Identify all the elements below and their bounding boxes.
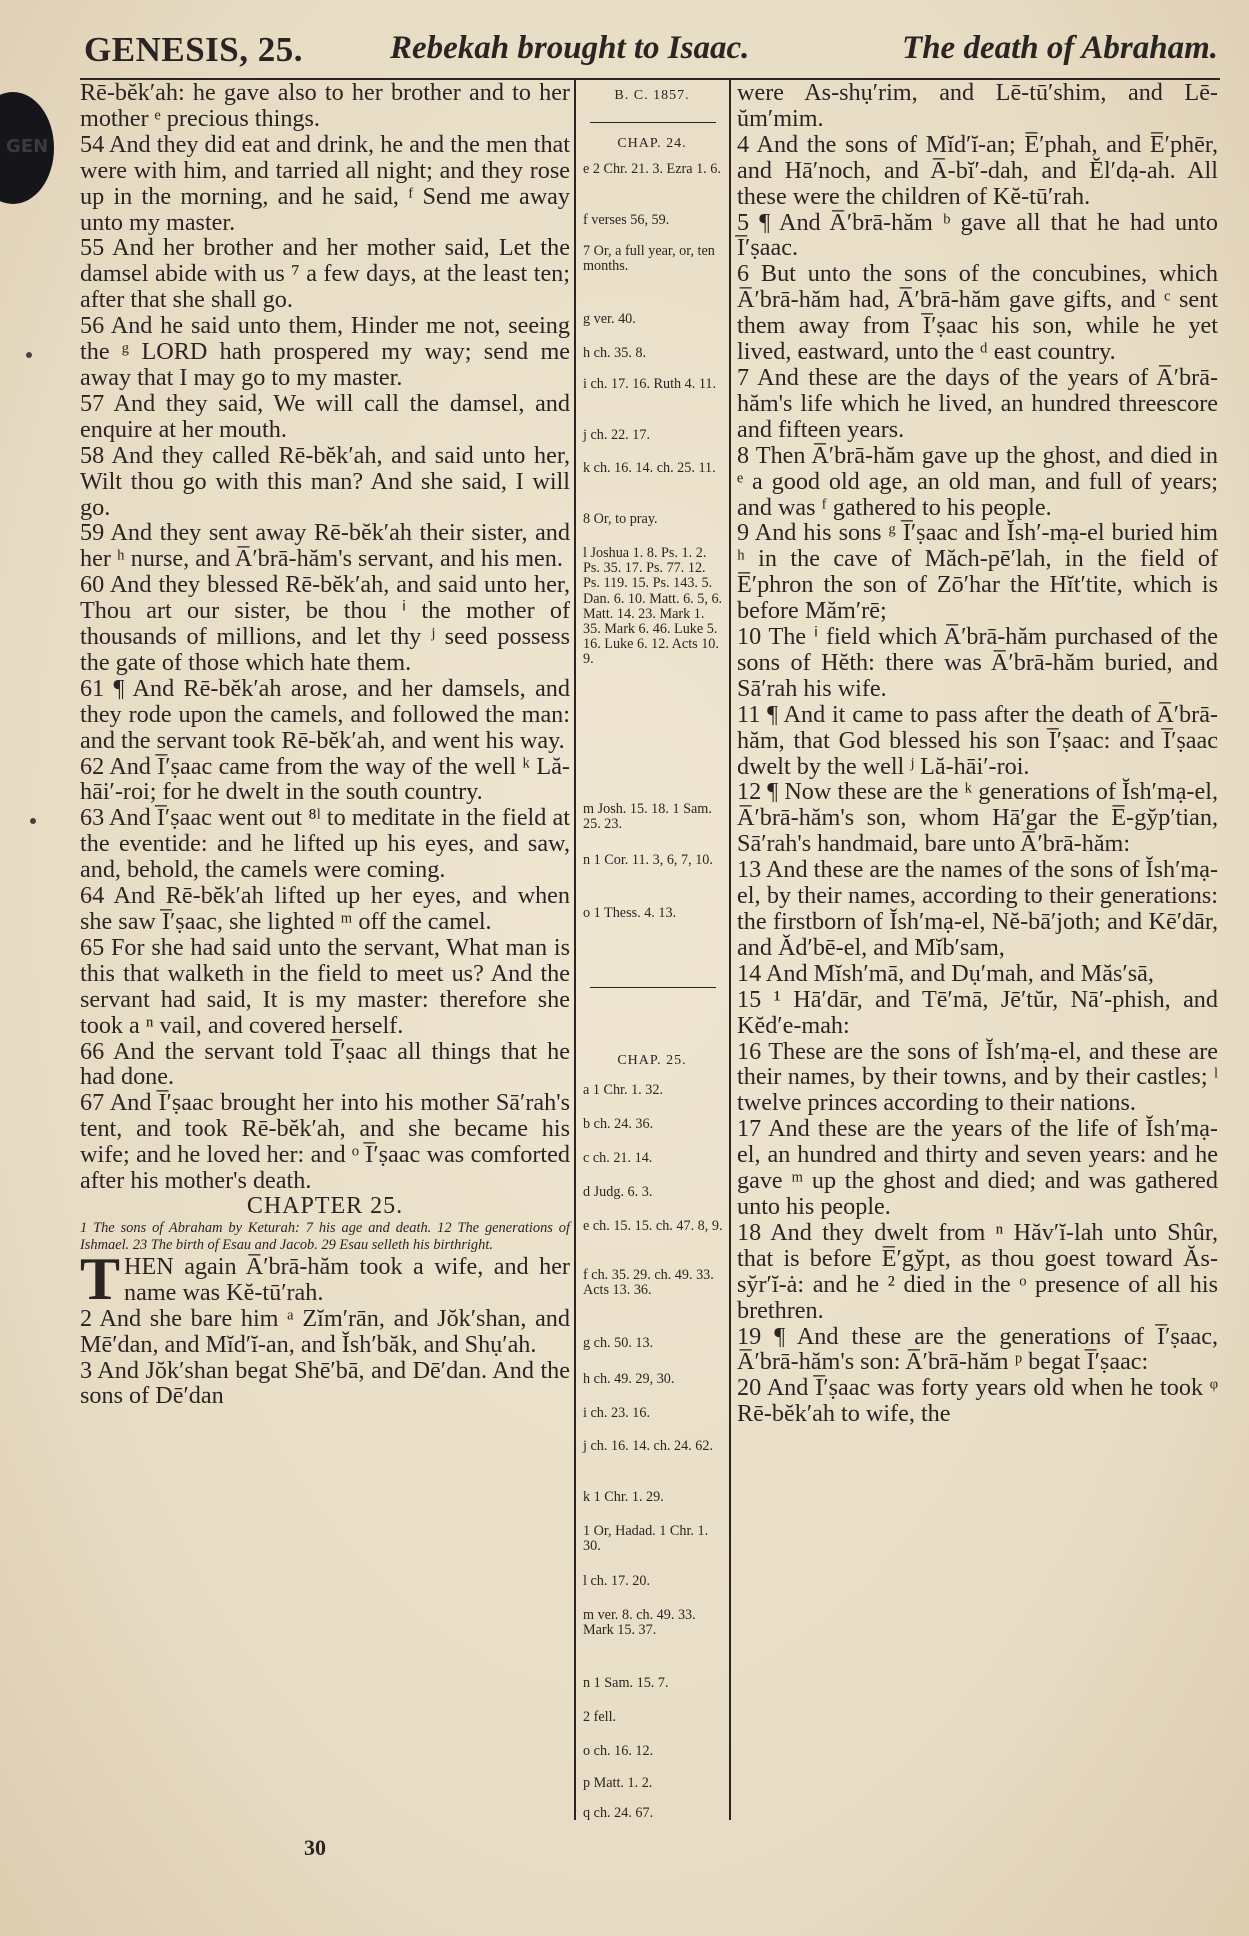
verse-66: 66 And the servant told I̅′ṣaac all things that he had done. [80, 1037, 570, 1091]
verse-continuation: Rē-bĕk′ah: he gave also to her brother and to her mother ᵉ precious things. [80, 79, 570, 132]
margin-year: B. C. 1857. [614, 88, 690, 103]
verse-58: 58 And they called Rē-bĕk′ah, and said unto her, Wilt thou go with this man? And she said, I will go. [80, 441, 570, 521]
margin-reference: c ch. 21. 14. [583, 1150, 653, 1166]
margin-reference: e 2 Chr. 21. 3. Ezra 1. 6. [583, 161, 721, 177]
margin-reference: j ch. 22. 17. [583, 427, 650, 443]
margin-reference: o 1 Thess. 4. 13. [583, 905, 677, 921]
margin-dot [26, 352, 32, 358]
verse-65: 65 For she had said unto the servant, What man is this that walketh in the field to meet us? And the servant had said, It is my master: therefore she took a ⁿ vail, and covered herself. [80, 933, 570, 1039]
verse-7: 7 And these are the days of the years of A̅′brā-hăm's life which he lived, an hundred threescore and fifteen years. [737, 363, 1218, 443]
verse-10: 10 The ⁱ field which A̅′brā-hăm purchased of the sons of Hĕth: there was A̅′brā-hăm buried, and Sā′rah his wife. [737, 623, 1218, 702]
margin-reference: p Matt. 1. 2. [583, 1775, 653, 1791]
margin-rule-chapter [590, 987, 716, 988]
text-column-right [737, 80, 1218, 1427]
verse-1-text: HEN again A̅′brā-hăm took a wife, and her name was Kĕ-tū′rah. [124, 1252, 570, 1306]
margin-reference: i ch. 17. 16. Ruth 4. 11. [583, 376, 717, 392]
verse-1 [80, 1245, 570, 1312]
margin-reference: o ch. 16. 12. [583, 1743, 654, 1759]
margin-reference: l Joshua 1. 8. Ps. 1. 2. Ps. 35. 17. Ps. 77. 12. Ps. 119. 15. Ps. 143. 5. Dan. 6. 10. Matt. 6. 5, 6. Matt. 14. 23. Mark 1. 35. Mark 6. 46. Luke 5. 16. Luke 6. 12. Acts 10. 9. [583, 545, 723, 668]
left-running-title: Rebekah brought to Isaac. [390, 30, 750, 66]
margin-reference: a 1 Chr. 1. 32. [583, 1082, 663, 1098]
margin-reference: n 1 Cor. 11. 3, 6, 7, 10. [583, 852, 713, 868]
verse-12: 12 ¶ Now these are the ᵏ generations of Ĭsh′mạ-el, A̅′brā-hăm's son, whom Hā′gar the E̅-gy̆p′tian, Sā′rah's handmaid, bare unto A̅′brā-hăm: [737, 778, 1218, 858]
margin-reference: q ch. 24. 67. [583, 1805, 654, 1821]
verse-19: 19 ¶ And these are the generations of I̅′ṣaac, A̅′brā-hăm's son: A̅′brā-hăm ᵖ begat I̅′ṣaac: [737, 1322, 1218, 1376]
margin-reference: k ch. 16. 14. ch. 25. 11. [583, 460, 716, 476]
chapter-heading: CHAPTER 25. [246, 1192, 404, 1219]
margin-reference: d Judg. 6. 3. [583, 1184, 653, 1200]
verse-60: 60 And they blessed Rē-bĕk′ah, and said unto her, Thou art our sister, be thou ⁱ the mother of thousands of millions, and let thy ʲ seed possess the gate of those which hate them. [80, 571, 570, 676]
verse-13: 13 And these are the names of the sons of Ĭsh′mạ-el, by their names, according to their generations: the firstborn of Ĭsh′mạ-el, Nĕ-bā′joth; and Kē′dār, and Ăd′bē-el, and Mĭb′sam, [737, 856, 1218, 961]
verse-64: 64 And Rē-bĕk′ah lifted up her eyes, and when she saw I̅′ṣaac, she lighted ᵐ off the camel. [80, 882, 570, 935]
margin-reference: 2 fell. [583, 1709, 617, 1725]
margin-rule-year [590, 122, 716, 123]
chapter-summary: 1 The sons of Abraham by Keturah: 7 his age and death. 12 The generations of Ishmael. 23 The birth of Esau and Jacob. 29 Esau selleth his birthright. [80, 1219, 570, 1253]
verse-57: 57 And they said, We will call the damsel, and enquire at her mouth. [80, 389, 570, 443]
margin-reference: 1 Or, Hadad. 1 Chr. 1. 30. [583, 1523, 709, 1555]
margin-reference: g ch. 50. 13. [583, 1335, 654, 1351]
column-rule-left [574, 80, 576, 1820]
verse-16: 16 These are the sons of Ĭsh′mạ-el, and these are their names, by their towns, and by their castles; ˡ twelve princes according to their nations. [737, 1037, 1218, 1117]
verse-3: 3 And Jŏk′shan begat Shē′bā, and Dē′dan. And the sons of Dē′dan [80, 1356, 570, 1410]
verse-55: 55 And her brother and her mother said, Let the damsel abide with us ⁷ a few days, at the least ten; after that she shall go. [80, 234, 570, 314]
margin-reference: b ch. 24. 36. [583, 1116, 654, 1132]
thumb-index-tab[interactable] [0, 92, 54, 204]
verse-14: 14 And Mĭsh′mā, and Dụ′mah, and Măs′sā, [737, 959, 1154, 987]
verse-continuation: were As-shụ′rim, and Lē-tū′shim, and Lē-ŭm′mim. [737, 79, 1218, 132]
margin-chapter-24: CHAP. 24. [617, 136, 687, 151]
margin-reference: g ver. 40. [583, 311, 636, 327]
margin-reference: l ch. 17. 20. [583, 1573, 650, 1589]
book-title: GENESIS, 25. [84, 30, 303, 69]
margin-reference: h ch. 49. 29, 30. [583, 1371, 675, 1387]
margin-reference: n 1 Sam. 15. 7. [583, 1675, 669, 1691]
verse-8: 8 Then A̅′brā-hăm gave up the ghost, and died in ᵉ a good old age, an old man, and full of years; and was ᶠ gathered to his people. [737, 441, 1218, 521]
verse-62: 62 And I̅′ṣaac came from the way of the well ᵏ Lă-hāi′-roi; for he dwelt in the south country. [80, 752, 570, 806]
verse-63: 63 And I̅′ṣaac went out ⁸ˡ to meditate in the field at the eventide: and he lifted up his eyes, and saw, and, behold, the camels were coming. [80, 804, 570, 884]
margin-reference: i ch. 23. 16. [583, 1405, 650, 1421]
verse-67: 67 And I̅′ṣaac brought her into his mother Sā′rah's tent, and took Rē-bĕk′ah, and she became his wife; and he loved her: and ᵒ I̅′ṣaac was comforted after his mother's death. [80, 1089, 570, 1195]
verse-17: 17 And these are the years of the life of Ĭsh′mạ-el, an hundred and thirty and seven years: and he gave ᵐ up the ghost and died; and was gathered unto his people. [737, 1115, 1218, 1220]
running-header [84, 30, 1218, 78]
margin-reference: 8 Or, to pray. [583, 511, 658, 527]
verse-11: 11 ¶ And it came to pass after the death of A̅′brā-hăm, that God blessed his son I̅′ṣaac: and I̅′ṣaac dwelt by the well ʲ Lă-hāi′-roi. [737, 700, 1218, 780]
margin-dot [30, 818, 36, 824]
margin-reference: m Josh. 15. 18. 1 Sam. 25. 23. [583, 801, 712, 833]
margin-chapter-25: CHAP. 25. [617, 1053, 687, 1068]
margin-reference: 7 Or, a full year, or, ten months. [583, 243, 715, 275]
margin-reference: k 1 Chr. 1. 29. [583, 1489, 664, 1505]
verse-61: 61 ¶ And Rē-bĕk′ah arose, and her damsels, and they rode upon the camels, and followed the man: and the servant took Rē-bĕk′ah, and went his way. [80, 674, 570, 754]
margin-reference: m ver. 8. ch. 49. 33. Mark 15. 37. [583, 1607, 696, 1639]
verse-6: 6 But unto the sons of the concubines, which A̅′brā-hăm had, A̅′brā-hăm gave gifts, and ᶜ sent them away from I̅′ṣaac his son, while he yet lived, eastward, unto the ᵈ east country. [737, 260, 1218, 366]
verse-20: 20 And I̅′ṣaac was forty years old when he took ᵠ Rē-bĕk′ah to wife, the [737, 1374, 1218, 1428]
margin-reference: j ch. 16. 14. ch. 24. 62. [583, 1438, 714, 1454]
margin-reference: f verses 56, 59. [583, 212, 670, 228]
verse-5: 5 ¶ And A̅′brā-hăm ᵇ gave all that he had unto I̅′ṣaac. [737, 208, 1218, 262]
column-rule-right [729, 80, 731, 1820]
text-column-left [80, 80, 570, 1409]
verse-4: 4 And the sons of Mĭd′ĭ-an; E̅′phah, and E̅′phēr, and Hā′noch, and A̅-bĭ′-dah, and Ĕl′dạ-ah. All these were the children of Kĕ-tū′rah. [737, 130, 1218, 210]
verse-2: 2 And she bare him ᵃ Zĭm′rān, and Jŏk′shan, and Mē′dan, and Mĭd′ĭ-an, and Ĭsh′băk, and Shụ′ah. [80, 1304, 570, 1358]
margin-reference: e ch. 15. 15. ch. 47. 8, 9. [583, 1218, 723, 1234]
thumb-tab-label: GEN [6, 136, 49, 157]
verse-56: 56 And he said unto them, Hinder me not, seeing the ᵍ LORD hath prospered my way; send me away that I may go to my master. [80, 312, 570, 391]
verse-18: 18 And they dwelt from ⁿ Hăv′ĭ-lah unto Shûr, that is before E̅′gy̆pt, as thou goest toward Ăs-sy̆r′ĭ-ȧ: and he ² died in the ᵒ presence of all his brethren. [737, 1218, 1218, 1324]
verse-9: 9 And his sons ᵍ I̅′ṣaac and Ĭsh′-mạ-el buried him ʰ in the cave of Măch-pē′lah, in the field of E̅′phron the son of Zō′har the Hĭt′tite, which is before Măm′rē; [737, 519, 1218, 625]
verse-59: 59 And they sent away Rē-bĕk′ah their sister, and her ʰ nurse, and A̅′brā-hăm's servant, and his men. [80, 519, 570, 573]
right-running-title: The death of Abraham. [902, 30, 1218, 66]
drop-cap: T [80, 1245, 121, 1312]
margin-reference: h ch. 35. 8. [583, 345, 647, 361]
verse-54: 54 And they did eat and drink, he and the men that were with him, and tarried all night; and they rose up in the morning, and he said, ᶠ Send me away unto my master. [80, 130, 570, 236]
margin-reference: f ch. 35. 29. ch. 49. 33. Acts 13. 36. [583, 1267, 714, 1299]
verse-15: 15 ¹ Hā′dār, and Tē′mā, Jē′tŭr, Nā′-phish, and Kĕd′e-mah: [737, 985, 1218, 1039]
page-number: 30 [304, 1835, 326, 1860]
